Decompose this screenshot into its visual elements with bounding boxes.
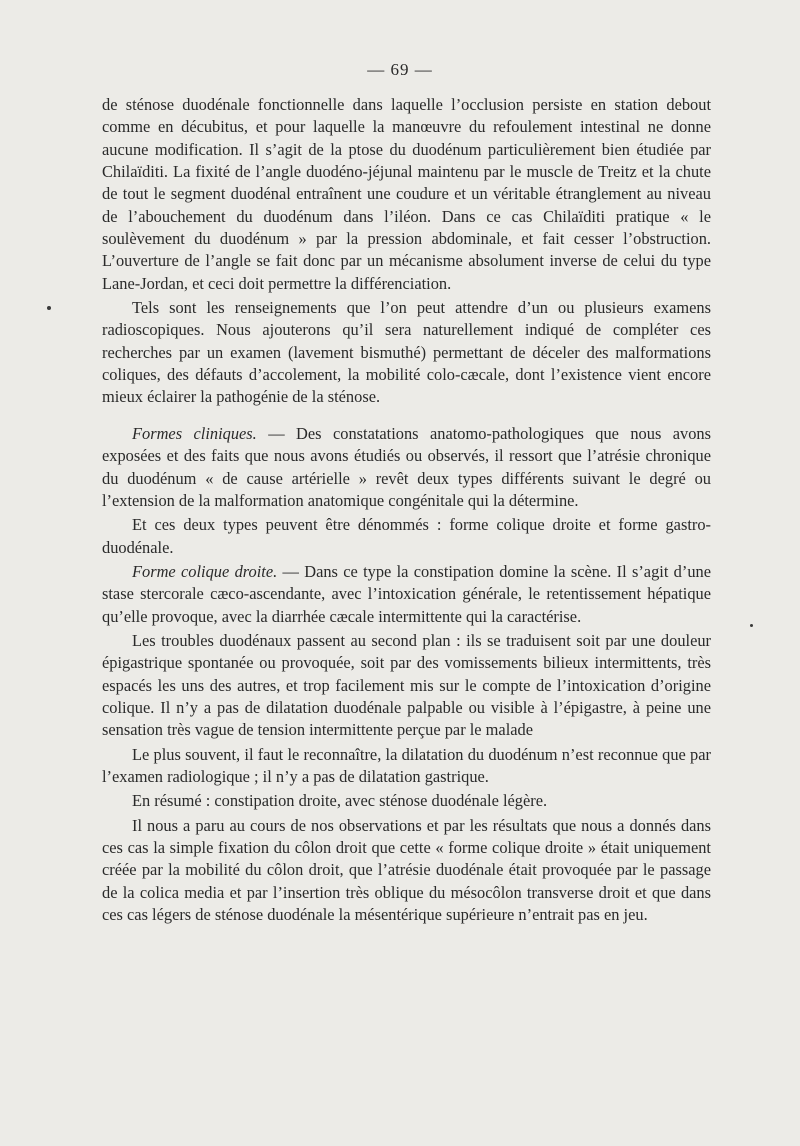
scan-speck bbox=[750, 624, 753, 627]
paragraph-text: — Des constatations anatomo-pathologiques que nous avons exposées et des faits que nous avons étudiés ou observés, il ressort que l’atrésie chronique du duodénum « de cause artérielle » revêt deux types différents suivant le degré ou l’extension de la malformation anatomique congénitale qui la détermine. bbox=[102, 423, 712, 510]
paragraph: Le plus souvent, il faut le reconnaître, la dilatation du duodénum n’est reconnue que par l’examen radiologique ; il n’y a pas de dilatation gastrique. bbox=[102, 744, 711, 786]
body-text bbox=[102, 94, 711, 926]
paragraph bbox=[102, 423, 711, 512]
paragraph: Et ces deux types peuvent être dénommés : forme colique droite et forme gastro-duodénale. bbox=[102, 515, 711, 557]
paragraph: Il nous a paru au cours de nos observations et par les résultats que nous a donnés dans ces cas la simple fixation du côlon droit que cette « forme colique droite » était uniquement créée par la mobilité du côlon droit, que l’atrésie duodénale était provoquée par le passage de la colica media et par l’insertion très oblique du mésocôlon transverse droit et que dans ces cas légers de sténose duodénale la mésentérique supérieure n’entrait pas en jeu. bbox=[102, 815, 711, 925]
page-number: — 69 — bbox=[367, 60, 433, 79]
paragraph-text: — Dans ce type la constipation domine la scène. Il s’agit d’une stase stercorale cæco-ascendante, avec l’intoxication générale, le retentissement hépatique qu’elle provoque, avec la diarrhée cæcale intermittente qui la caractérise. bbox=[102, 561, 712, 626]
section-heading: Formes cliniques. bbox=[132, 423, 257, 443]
paragraph: Tels sont les renseignements que l’on peut attendre d’un ou plusieurs examens radioscopiques. Nous ajouterons qu’il sera naturellement indiqué de compléter ces recherches par un examen (lavement bismuthé) permettant de déceler des malformations coliques, des défauts d’accolement, la mobilité colo-cæcale, dont l’existence vient encore mieux éclairer la pathogénie de la sténose. bbox=[102, 298, 711, 407]
paragraph: Les troubles duodénaux passent au second plan : ils se traduisent soit par une douleur épigastrique spontanée ou provoquée, soit par des vomissements bilieux intermittents, très espacés les uns des autres, et trop facilement mis sur le compte de l’intoxication d’origine colique. Il n’y a pas de dilatation duodénale palpable ou visible à l’épigastre, à peine une sensation très vague de tension intermittente perçue par le malade bbox=[102, 630, 711, 740]
scan-speck bbox=[47, 306, 51, 310]
paragraph: de sténose duodénale fonctionnelle dans laquelle l’occlusion persiste en station debout comme en décubitus, et pour laquelle la manœuvre du refoulement intestinal ne donne aucune modification. Il s’agit de la ptose du duodénum particulièrement bien étudiée par Chilaïditi. La fixité de l’angle duodéno-jéjunal maintenu par le muscle de Treitz et la chute de tout le segment duodénal entraînent une coudure et un véritable étranglement au niveau de l’abouchement du duodénum dans l’iléon. Dans ce cas Chilaïditi pratique « le soulèvement du duodénum » par la pression abdominale, et fait cesser l’obstruction. L’ouverture de l’angle se fait donc par un mécanisme absolument inverse de celui du type Lane-Jordan, et ceci doit permettre la différenciation. bbox=[102, 95, 711, 293]
paragraph: En résumé : constipation droite, avec sténose duodénale légère. bbox=[132, 791, 548, 811]
paragraph bbox=[102, 561, 711, 628]
section-heading: Forme colique droite. bbox=[132, 561, 278, 581]
